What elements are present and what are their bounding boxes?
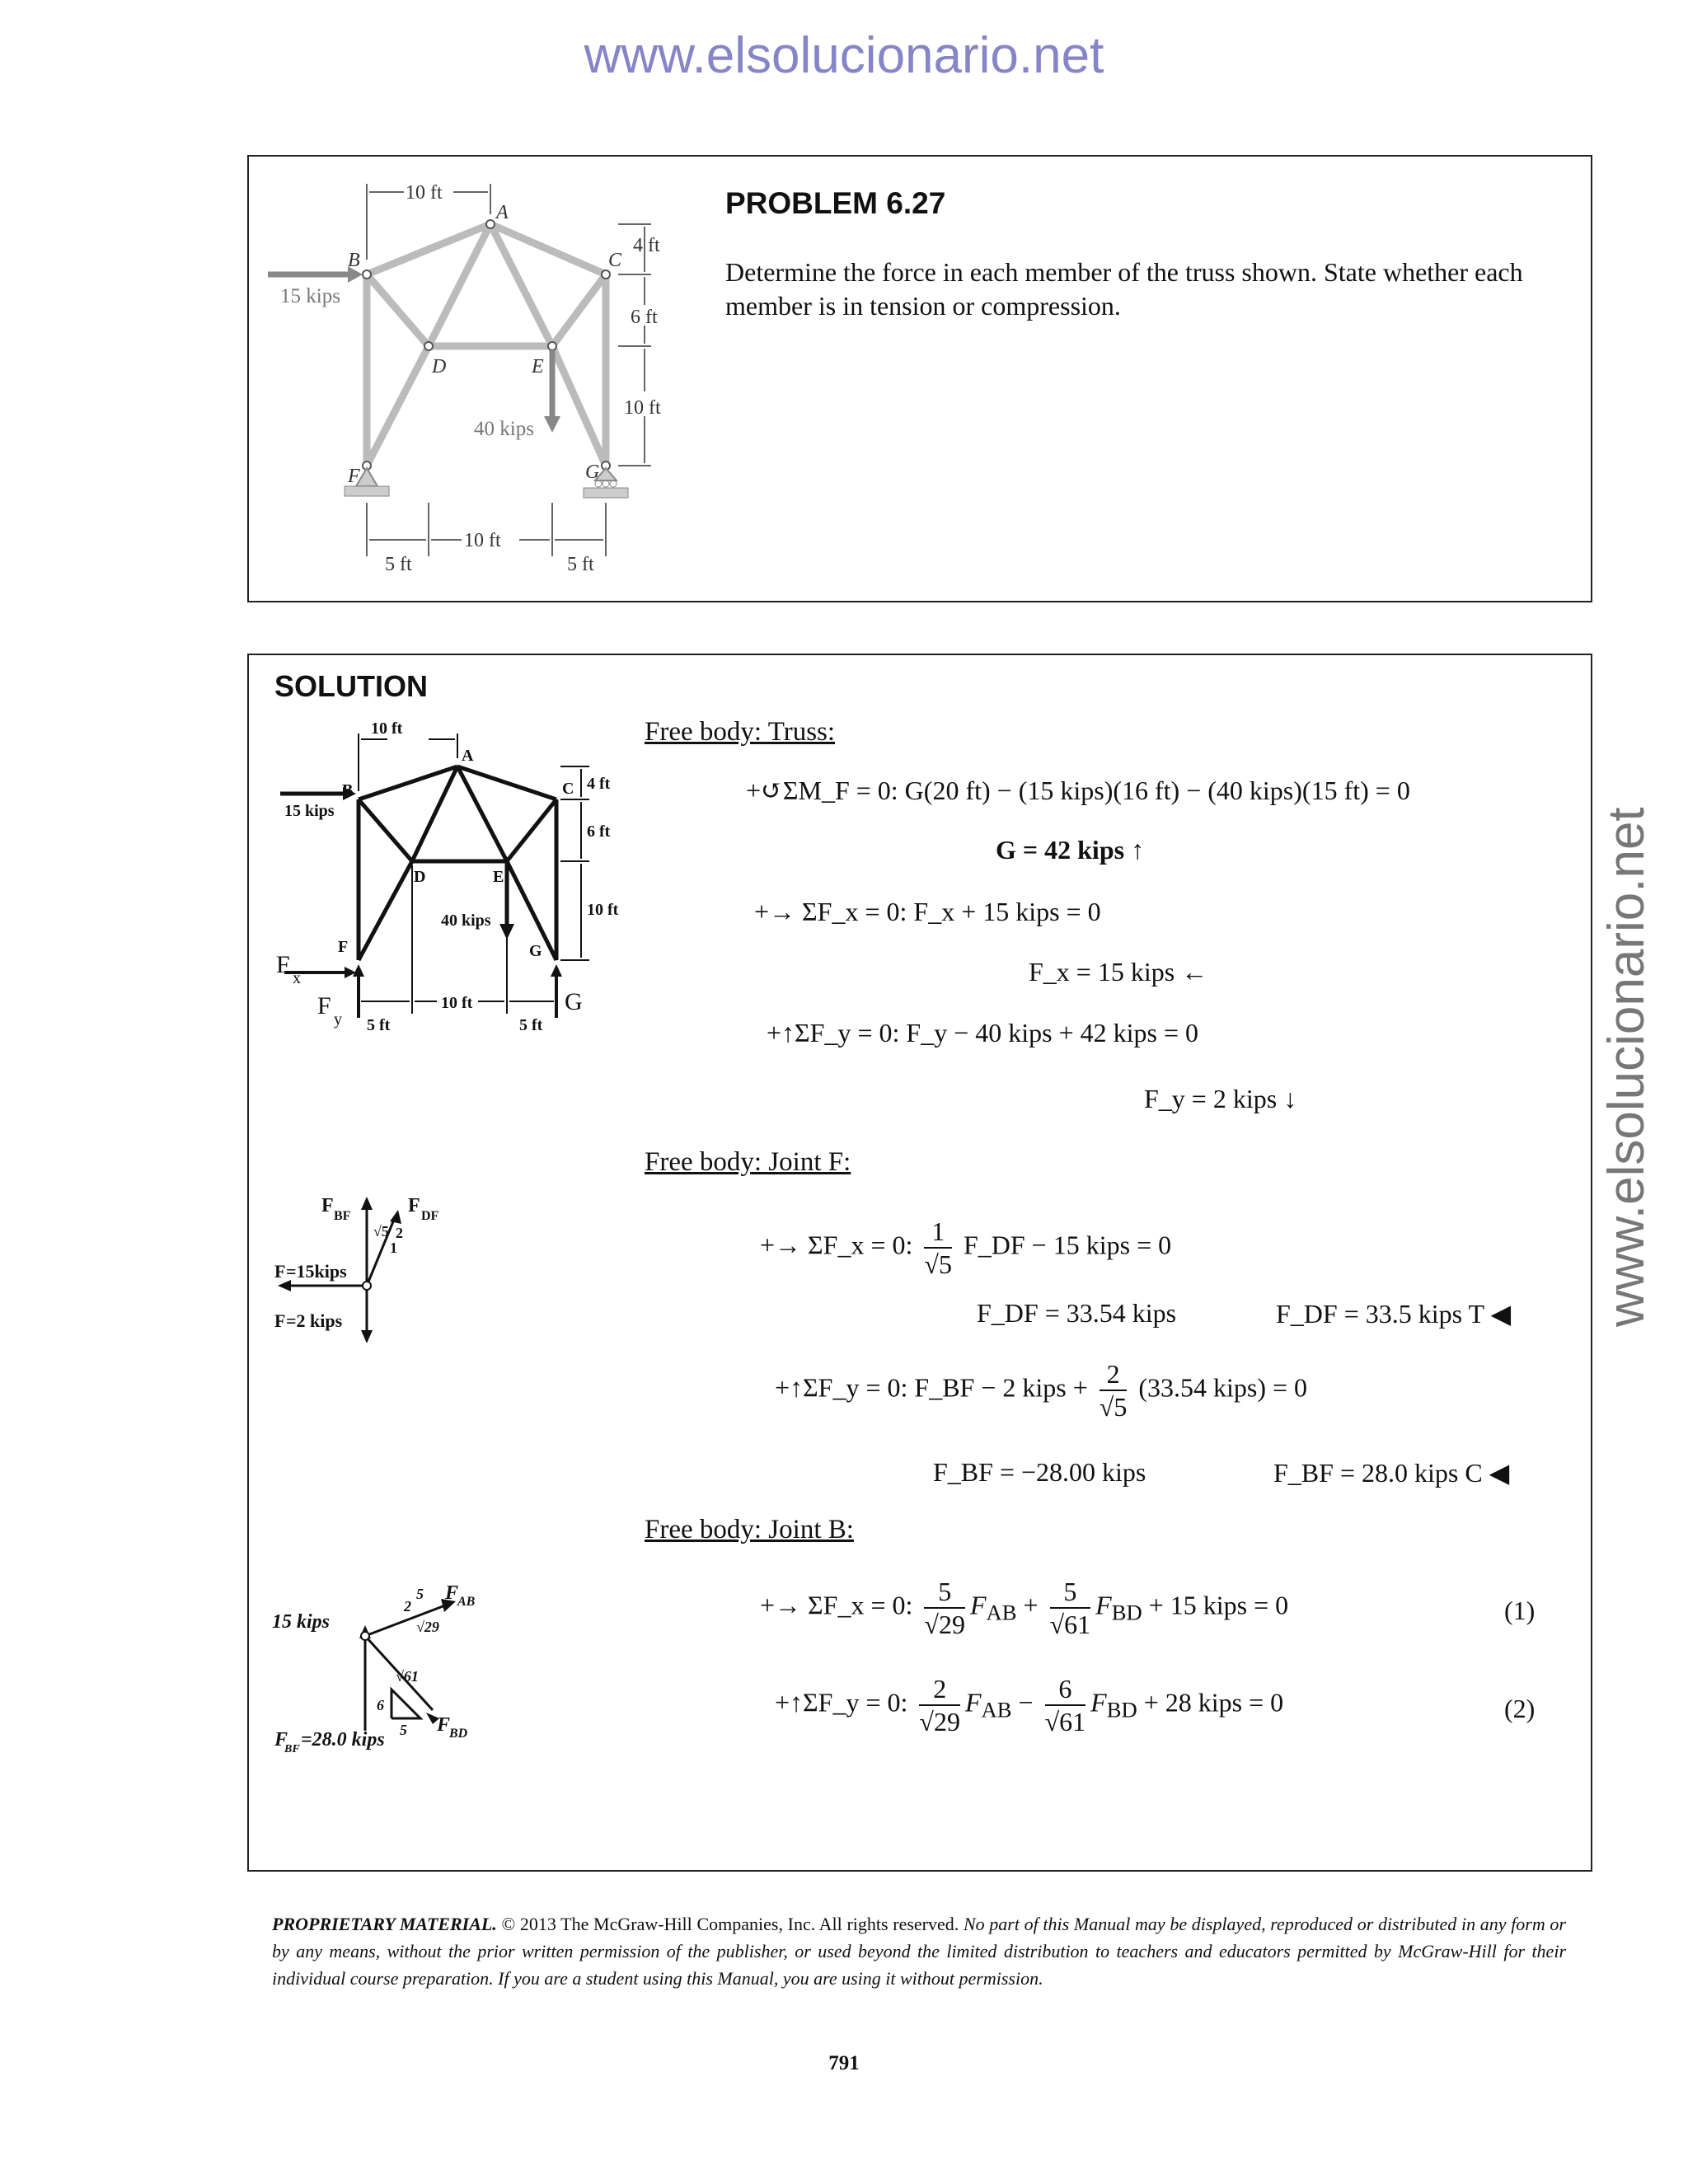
frac-2-root5: $\frac{2}{√5}$ bbox=[1099, 1359, 1128, 1422]
svg-text:5 ft: 5 ft bbox=[519, 1016, 543, 1034]
joint-f-sketch bbox=[268, 1187, 499, 1360]
res-fbf-final: F_BF = 28.0 kips C ◀ bbox=[1273, 1458, 1510, 1488]
label-g: G bbox=[585, 462, 600, 483]
dim-10ft-bottom: 10 ft bbox=[464, 530, 501, 551]
dim-top-10ft: 10 ft bbox=[406, 182, 443, 204]
jb-fbf-sub: BF bbox=[284, 1743, 300, 1755]
fb-joint-f-heading: Free body: Joint F: bbox=[645, 1147, 851, 1177]
label-d: D bbox=[432, 356, 447, 377]
label-c: C bbox=[608, 250, 622, 271]
res-fbf-value: F_BF = −28.00 kips bbox=[933, 1457, 1146, 1487]
svg-text:C: C bbox=[562, 780, 574, 798]
label-f: F bbox=[348, 466, 360, 487]
jf-fx-val: =15kips bbox=[286, 1261, 347, 1282]
eq-number-1: (1) bbox=[1504, 1596, 1536, 1625]
dim-4ft: 4 ft bbox=[633, 235, 660, 256]
dim-10ft-right: 10 ft bbox=[624, 397, 661, 419]
svg-text:6 ft: 6 ft bbox=[587, 823, 611, 841]
footer-italic: No part of this Manual may be displayed, reproduced or distributed in any form or by any means, without the prior written permission of the publisher, or used beyond the limited distribution to teachers and educators permitted by McGraw-Hill for their individual course preparation. If you are a student using this Manual, you are using it without permission. bbox=[272, 1914, 1566, 1989]
svg-text:15 kips: 15 kips bbox=[284, 802, 335, 820]
load-15kips: 15 kips bbox=[280, 285, 340, 307]
watermark-side: www.elsolucionario.net bbox=[1598, 807, 1655, 1327]
jb-r61: √61 bbox=[396, 1668, 419, 1685]
eq-number-2: (2) bbox=[1504, 1694, 1536, 1723]
jf-one: 1 bbox=[390, 1240, 397, 1256]
joint-b-sketch bbox=[268, 1566, 515, 1755]
sketch-fx-sub: x bbox=[293, 969, 301, 987]
jf-fy: F bbox=[274, 1310, 286, 1331]
watermark-top: www.elsolucionario.net bbox=[584, 27, 1104, 84]
dim-6ft: 6 ft bbox=[631, 307, 658, 328]
jf-fdf: F bbox=[408, 1195, 420, 1216]
jf-fbf-sub: BF bbox=[334, 1209, 351, 1223]
jb-fbf-val: =28.0 kips bbox=[301, 1729, 385, 1750]
svg-text:A: A bbox=[462, 747, 474, 765]
jf-root5: √5 bbox=[373, 1223, 389, 1240]
problem-title: PROBLEM 6.27 bbox=[725, 186, 946, 220]
eq-jb-fx-lhs: ΣF_x = 0 bbox=[808, 1590, 906, 1620]
eq-jf-fy-rhs: (33.54 kips) = 0 bbox=[1138, 1372, 1308, 1403]
res-fy: F_y = 2 kips ↓ bbox=[1144, 1084, 1297, 1113]
jb-load: 15 kips bbox=[272, 1611, 331, 1633]
sketch-fy-label: F bbox=[317, 992, 331, 1019]
svg-text:B: B bbox=[342, 781, 354, 799]
jf-fdf-sub: DF bbox=[421, 1209, 439, 1223]
label-a: A bbox=[496, 202, 509, 223]
frac-1-root5: $\frac{1}{√5}$ bbox=[924, 1216, 952, 1279]
eq-jb-fy-lhs: ΣF_y = 0 bbox=[803, 1687, 901, 1718]
eq-jb-fx: +→ ΣF_x = 0: $\frac{5}{√29}$ $F_{AB}$ + $\frac{5}{√61}$ $F_{BD} + 15$ kips = 0 bbox=[760, 1577, 1289, 1639]
footer-bold: PROPRIETARY MATERIAL. bbox=[272, 1914, 497, 1934]
jb-fbd-sub: BD bbox=[449, 1727, 468, 1741]
res-g: G = 42 kips ↑ bbox=[996, 835, 1145, 865]
eq-moment-f: +↺ΣM_F = 0: G(20 ft) − (15 kips)(16 ft) − (40 kips)(15 ft) = 0 bbox=[746, 776, 1410, 805]
res-fdf-final: F_DF = 33.5 kips T ◀ bbox=[1276, 1299, 1512, 1329]
page-number: 791 bbox=[828, 2052, 860, 2074]
svg-text:10 ft: 10 ft bbox=[587, 901, 619, 919]
solution-title: SOLUTION bbox=[274, 669, 428, 703]
jf-fy-val: =2 kips bbox=[286, 1310, 343, 1331]
load-40kips: 40 kips bbox=[474, 418, 534, 440]
sketch-fy-sub: y bbox=[334, 1010, 342, 1029]
solution-truss-sketch bbox=[272, 721, 626, 1047]
label-e: E bbox=[532, 356, 544, 377]
sketch-g-label: G bbox=[565, 988, 583, 1015]
jb-fbd: F bbox=[437, 1714, 451, 1736]
jf-fx: F bbox=[274, 1261, 286, 1282]
res-fx: F_x = 15 kips ← bbox=[1029, 957, 1208, 987]
svg-text:F: F bbox=[338, 938, 349, 956]
jb-fab-sub: AB bbox=[457, 1595, 476, 1609]
dim-5ft-right: 5 ft bbox=[567, 554, 594, 575]
jf-two: 2 bbox=[396, 1225, 403, 1241]
jb-five: 5 bbox=[416, 1586, 424, 1602]
svg-text:10 ft: 10 ft bbox=[371, 721, 403, 738]
problem-text: Determine the force in each member of the truss shown. State whether each member is in tension or compression. bbox=[725, 257, 1523, 321]
jf-fbf: F bbox=[321, 1195, 334, 1216]
svg-text:5 ft: 5 ft bbox=[367, 1016, 391, 1034]
jb-six: 6 bbox=[377, 1697, 384, 1713]
fb-joint-b-heading: Free body: Joint B: bbox=[645, 1515, 854, 1544]
jb-two: 2 bbox=[404, 1598, 411, 1615]
eq-jf-fx-lhs: +→ ΣF_x = 0: bbox=[760, 1230, 913, 1260]
svg-text:G: G bbox=[529, 942, 542, 960]
svg-text:E: E bbox=[493, 868, 504, 886]
eq-sum-fx: +→ ΣF_x = 0: F_x + 15 kips = 0 bbox=[754, 897, 1101, 926]
problem-truss-figure bbox=[256, 169, 692, 593]
dim-5ft-left: 5 ft bbox=[385, 554, 412, 575]
svg-text:40 kips: 40 kips bbox=[441, 912, 491, 930]
eq-jf-fy bbox=[775, 1358, 1307, 1422]
jb-five-b: 5 bbox=[400, 1722, 407, 1738]
label-b: B bbox=[348, 250, 360, 271]
fb-truss-heading: Free body: Truss: bbox=[645, 717, 836, 747]
sketch-fx-label: F bbox=[276, 951, 290, 978]
jb-r29: √29 bbox=[416, 1619, 439, 1635]
jb-fab: F bbox=[445, 1582, 459, 1604]
svg-text:10 ft: 10 ft bbox=[441, 994, 473, 1012]
footer-normal: © 2013 The McGraw-Hill Companies, Inc. All rights reserved. bbox=[496, 1914, 964, 1934]
eq-jf-fy-lhs: +↑ΣF_y = 0: F_BF − 2 kips + bbox=[775, 1372, 1088, 1403]
svg-text:4 ft: 4 ft bbox=[587, 775, 611, 793]
eq-jb-fy: +↑ΣF_y = 0: $\frac{2}{√29}$ $F_{AB}$ − $\frac{6}{√61}$ $F_{BD} + 28$ kips = 0 bbox=[775, 1674, 1284, 1736]
footer-copyright bbox=[272, 1910, 1566, 1992]
eq-jf-fx bbox=[760, 1216, 1171, 1280]
eq-jf-fx-rhs: F_DF − 15 kips = 0 bbox=[963, 1230, 1172, 1260]
eq-sum-fy: +↑ΣF_y = 0: F_y − 40 kips + 42 kips = 0 bbox=[767, 1018, 1199, 1047]
jb-fbf: F bbox=[274, 1729, 288, 1750]
svg-text:D: D bbox=[414, 868, 426, 886]
res-fdf-value: F_DF = 33.54 kips bbox=[977, 1298, 1177, 1328]
